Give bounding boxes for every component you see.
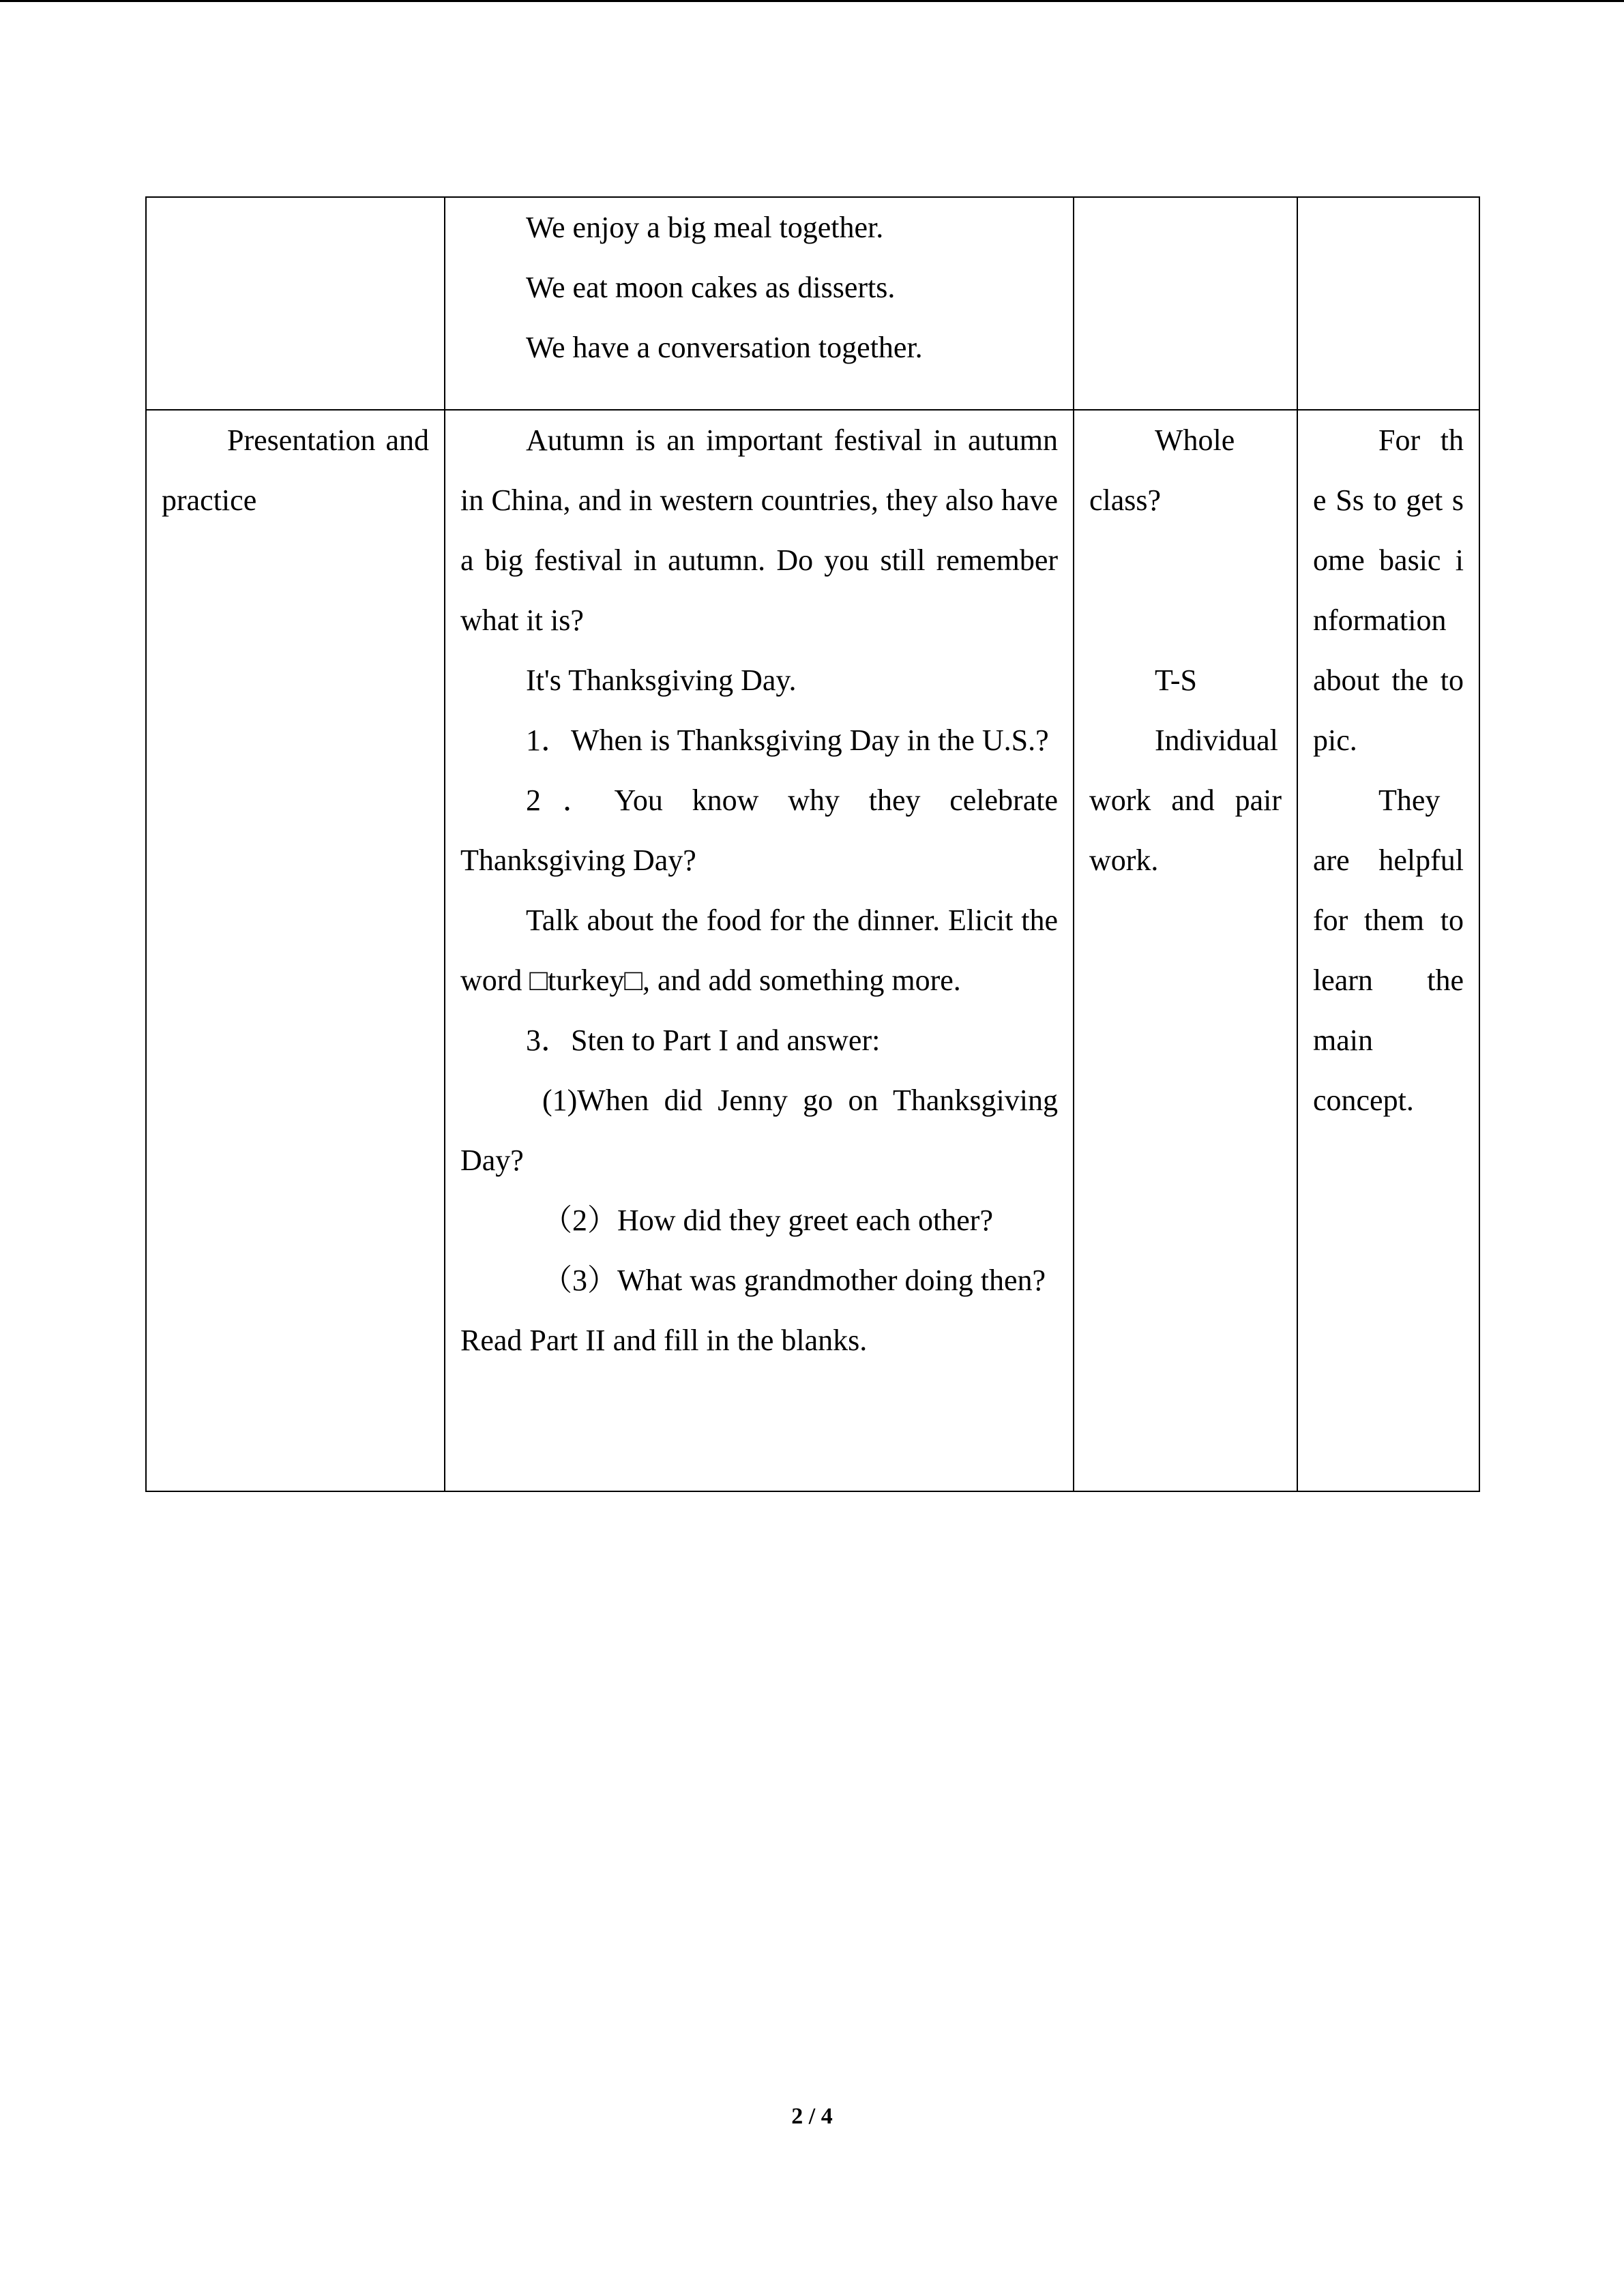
content-line: We enjoy a big meal together. — [526, 211, 884, 244]
table-row — [146, 197, 1479, 410]
purpose-cell — [1297, 197, 1479, 410]
organization-item: Whole class? — [1089, 423, 1235, 517]
table-row — [146, 410, 1479, 1491]
stage-cell — [146, 197, 445, 410]
stage-label: Presentation and practice — [162, 423, 429, 517]
content-cell — [445, 410, 1074, 1491]
organization-item: T-S — [1155, 664, 1197, 697]
content-line: We eat moon cakes as disserts. — [526, 271, 896, 304]
question-2: 2．You know why they celebrate Thanksgiving Day? — [460, 784, 1058, 877]
content-paragraph: Read Part II and fill in the blanks. — [460, 1324, 868, 1357]
page-top-border — [0, 0, 1624, 2]
sub-question-3: （3）What was grandmother doing then? — [542, 1264, 1046, 1297]
page-number: 2 / 4 — [791, 2104, 833, 2129]
content-line: We have a conversation together. — [526, 331, 923, 364]
question-1: 1．When is Thanksgiving Day in the U.S.? — [526, 724, 1049, 757]
purpose-item: They are helpful for them to learn the main concept. — [1313, 784, 1464, 1117]
organization-cell — [1074, 197, 1297, 410]
question-3: 3．Sten to Part I and answer: — [526, 1024, 881, 1057]
organization-item: Individual work and pair work. — [1089, 724, 1282, 877]
content-cell — [445, 197, 1074, 410]
content-paragraph: It's Thanksgiving Day. — [526, 664, 797, 697]
purpose-item: For the Ss to get some basic information about the topic. — [1313, 423, 1464, 757]
stage-cell — [146, 410, 445, 1491]
sub-question-1: (1)When did Jenny go on Thanksgiving Day? — [460, 1084, 1058, 1177]
content-paragraph: Talk about the food for the dinner. Elicit the word □turkey□, and add something more. — [460, 904, 1058, 997]
organization-cell — [1074, 410, 1297, 1491]
purpose-cell — [1297, 410, 1479, 1491]
content-paragraph: Autumn is an important festival in autumn in China, and in western countries, they also have a big festival in autumn. Do you still remember what it is? — [460, 423, 1058, 637]
lesson-plan-table — [145, 196, 1480, 1492]
sub-question-2: （2）How did they greet each other? — [542, 1204, 993, 1237]
